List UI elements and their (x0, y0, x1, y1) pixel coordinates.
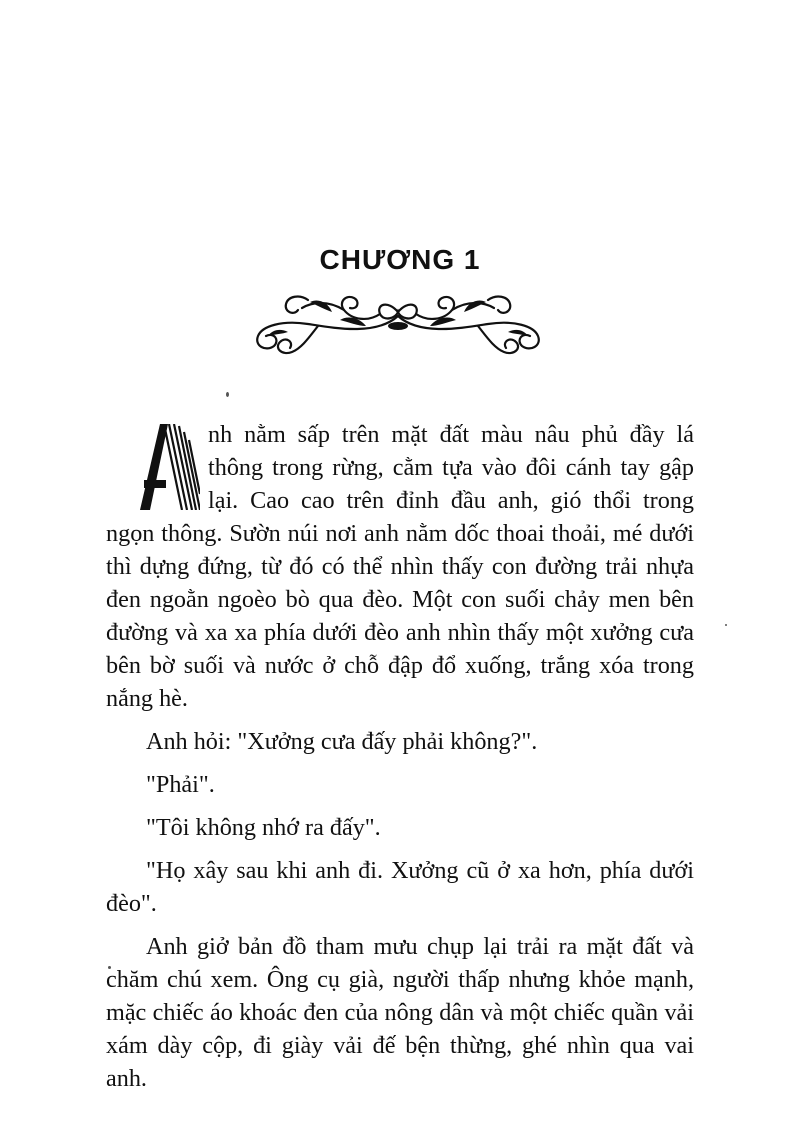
paragraph (106, 418, 694, 715)
paragraph: Anh giở bản đồ tham mưu chụp lại trải ra mặt đất và chăm chú xem. Ông cụ già, người thấp nhưng khỏe mạnh, mặc chiếc áo khoác đen của nông dân và một chiếc quần vải xám dày cộp, đi giày vải đế bện thừng, ghé nhìn qua vai anh. (106, 933, 694, 1092)
dropcap-a-icon (140, 424, 200, 510)
paragraph: "Tôi không nhớ ra đấy". (146, 814, 381, 841)
paragraph: Anh hỏi: "Xưởng cưa đấy phải không?". (146, 728, 538, 755)
paragraph-text: nh nằm sấp trên mặt đất màu nâu phủ đầy lá thông trong rừng, cằm tựa vào đôi cánh tay gập lại. Cao cao trên đỉnh đầu anh, gió thổi trong ngọn thông. Sườn núi nơi anh nằm dốc thoai thoải, mé dưới thì dựng đứng, từ đó có thể nhìn thấy con đường trải nhựa đen ngoằn ngoèo bò qua đèo. Một con suối chảy men bên đường và xa xa phía dưới đèo anh nhìn thấy một xưởng cưa bên bờ suối và nước ở chỗ đập đổ xuống, trắng xóa trong nắng hè. (106, 421, 694, 712)
chapter-body (106, 418, 694, 1105)
print-speck (226, 392, 229, 397)
paragraph: "Họ xây sau khi anh đi. Xưởng cũ ở xa hơn, phía dưới đèo". (106, 857, 694, 917)
flourish-ornament-icon (248, 286, 548, 366)
print-speck (725, 624, 727, 626)
chapter-title: CHƯƠNG 1 (319, 244, 481, 275)
paragraph: "Phải". (146, 771, 215, 798)
